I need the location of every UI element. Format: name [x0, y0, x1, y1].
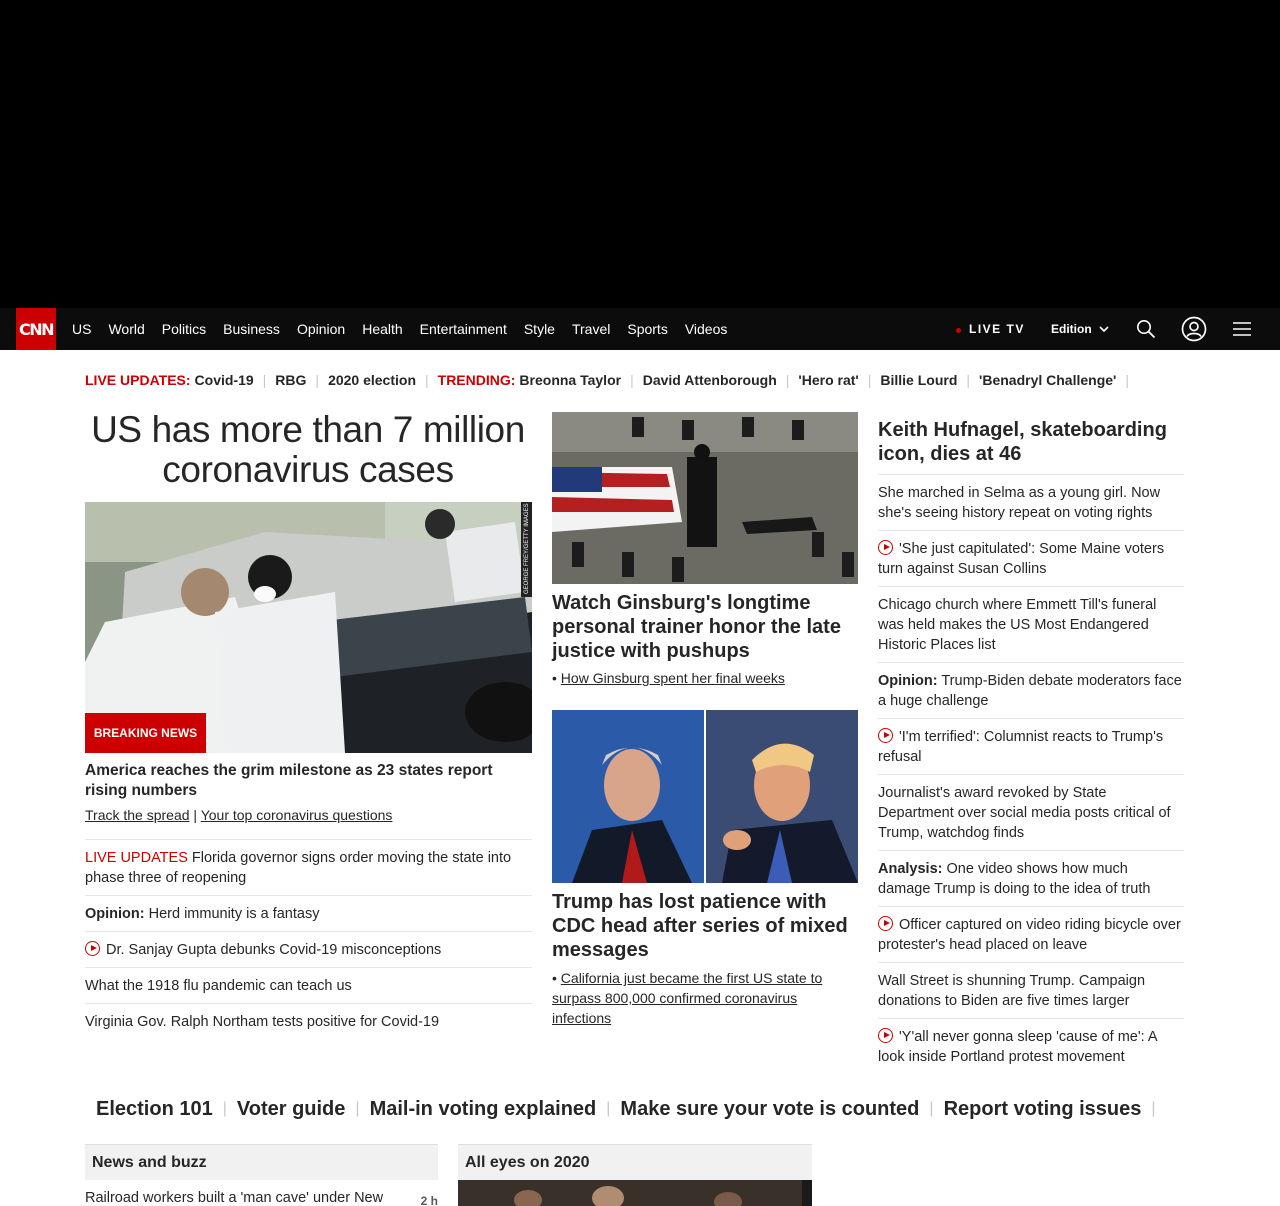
right-story-list	[878, 474, 1184, 1074]
play-video-icon	[878, 916, 893, 931]
analysis-label: Analysis:	[878, 861, 943, 877]
list-item[interactable]	[878, 474, 1184, 530]
ginsburg-story-image[interactable]	[552, 412, 858, 584]
lead-related-links	[85, 806, 392, 824]
list-item-text: 'I'm terrified': Columnist reacts to Trump's refusal	[878, 729, 1164, 765]
election-separator: |	[606, 1100, 611, 1117]
election-links-bar	[96, 1096, 1166, 1122]
list-item[interactable]	[878, 850, 1184, 906]
cdc-story-image[interactable]	[552, 710, 858, 883]
nav-link-business[interactable]: Business	[223, 321, 280, 337]
mail-in-voting-link[interactable]: Mail-in voting explained	[369, 1097, 597, 1120]
nav-link-politics[interactable]: Politics	[161, 321, 207, 337]
list-item[interactable]	[878, 662, 1184, 718]
search-icon[interactable]	[1136, 308, 1156, 350]
ginsburg-headline[interactable]: Watch Ginsburg's longtime personal trainer honor the late justice with pushups	[552, 592, 841, 662]
top-navigation	[0, 308, 1280, 350]
trending-separator: |	[630, 372, 634, 388]
play-video-icon	[85, 941, 100, 956]
election-separator: |	[929, 1100, 934, 1117]
nav-link-travel[interactable]: Travel	[571, 321, 611, 337]
bullet: •	[552, 670, 557, 686]
trending-link-hero-rat[interactable]: 'Hero rat'	[798, 372, 859, 388]
opinion-label: Opinion:	[878, 673, 938, 689]
list-item-text: One video shows how much damage Trump is doing to the idea of truth	[878, 861, 1151, 897]
list-item-text: Wall Street is shunning Trump. Campaign donations to Biden are five times larger	[878, 973, 1146, 1009]
nav-link-world[interactable]: World	[108, 321, 145, 337]
chevron-down-icon	[1099, 326, 1109, 333]
play-video-icon	[878, 728, 893, 743]
live-updates-label: LIVE UPDATES:	[85, 372, 191, 388]
lead-subheadline[interactable]: America reaches the grim milestone as 23 states report rising numbers	[85, 762, 493, 799]
section-links	[72, 308, 744, 350]
list-item[interactable]	[878, 530, 1184, 586]
trending-link-breonna-taylor[interactable]: Breonna Taylor	[519, 372, 622, 388]
trending-separator: |	[262, 372, 267, 388]
voter-guide-link[interactable]: Voter guide	[236, 1097, 346, 1120]
right-column-headline[interactable]: Keith Hufnagel, skateboarding icon, dies at 46	[878, 419, 1167, 465]
live-updates-tag: LIVE UPDATES	[85, 850, 188, 866]
trending-bar	[85, 371, 1138, 389]
election-separator: |	[1151, 1100, 1156, 1117]
edition-label: Edition	[1051, 322, 1092, 336]
play-video-icon	[878, 1028, 893, 1043]
user-account-icon[interactable]	[1181, 308, 1207, 350]
coronavirus-questions-link[interactable]: Your top coronavirus questions	[200, 807, 393, 823]
election-101-link[interactable]: Election 101	[96, 1097, 213, 1120]
bullet: •	[552, 970, 557, 986]
list-item-text: She marched in Selma as a young girl. Now she's seeing history repeat on voting rights	[878, 485, 1161, 521]
vote-counted-link[interactable]: Make sure your vote is counted	[620, 1097, 920, 1120]
list-item[interactable]	[878, 962, 1184, 1018]
list-item[interactable]	[878, 906, 1184, 962]
list-item[interactable]	[878, 1018, 1184, 1074]
live-tv-button[interactable]	[956, 322, 1025, 336]
list-item-text: Herd immunity is a fantasy	[144, 906, 320, 922]
nav-link-videos[interactable]: Videos	[684, 321, 728, 337]
edition-dropdown[interactable]	[1051, 322, 1109, 336]
trending-separator: |	[1125, 372, 1130, 388]
nav-link-entertainment[interactable]: Entertainment	[419, 321, 507, 337]
cdc-related	[552, 968, 852, 1028]
nav-link-style[interactable]: Style	[523, 321, 555, 337]
list-item[interactable]	[85, 967, 532, 1003]
ginsburg-final-weeks-link[interactable]: How Ginsburg spent her final weeks	[560, 670, 785, 686]
list-item[interactable]	[85, 839, 532, 895]
list-item-text: Virginia Gov. Ralph Northam tests positive for Covid-19	[85, 1014, 440, 1030]
list-item-text: Trump-Biden debate moderators face a huge challenge	[878, 673, 1182, 709]
election-separator: |	[355, 1100, 360, 1117]
list-item[interactable]	[85, 931, 532, 967]
trending-separator: |	[867, 372, 872, 388]
breaking-news-badge: BREAKING NEWS	[85, 713, 206, 753]
list-item-text: What the 1918 flu pandemic can teach us	[85, 978, 352, 994]
election-separator: |	[222, 1100, 227, 1117]
nav-link-us[interactable]: US	[72, 321, 92, 337]
report-voting-issues-link[interactable]: Report voting issues	[943, 1097, 1142, 1120]
trending-separator: |	[966, 372, 971, 388]
list-item[interactable]	[85, 895, 532, 931]
trending-separator: |	[425, 372, 429, 388]
news-buzz-item[interactable]	[85, 1188, 438, 1206]
lead-story-list	[85, 839, 532, 1039]
trending-link-covid[interactable]: Covid-19	[194, 372, 254, 388]
live-dot-icon	[956, 328, 961, 333]
trending-link-attenborough[interactable]: David Attenborough	[642, 372, 777, 388]
timestamp: 2 h	[420, 1194, 438, 1206]
all-eyes-on-2020-header: All eyes on 2020	[458, 1144, 812, 1180]
all-eyes-image[interactable]	[458, 1180, 812, 1206]
link-divider: |	[193, 807, 198, 823]
list-item-text: 'Y'all never gonna sleep 'cause of me': A look inside Portland protest movement	[878, 1029, 1157, 1065]
list-item-text: Florida governor signs order moving the state into phase three of reopening	[85, 850, 512, 886]
california-cases-link[interactable]: California just became the first US state to surpass 800,000 confirmed coronavirus infections	[552, 970, 823, 1026]
hamburger-menu-icon[interactable]	[1233, 308, 1251, 350]
trending-link-benadryl[interactable]: 'Benadryl Challenge'	[979, 372, 1117, 388]
live-tv-label: LIVE TV	[969, 322, 1025, 336]
photo-credit: GEORGE FREY/GETTY IMAGES	[524, 503, 530, 594]
list-item[interactable]	[85, 1003, 532, 1039]
advertisement-banner[interactable]	[0, 0, 1280, 308]
trending-label: TRENDING:	[437, 372, 516, 388]
list-item-text: Chicago church where Emmett Till's funeral was held makes the US Most Endangered Historic Places list	[878, 597, 1157, 653]
list-item-text: Dr. Sanjay Gupta debunks Covid-19 misconceptions	[106, 942, 442, 958]
trending-separator: |	[785, 372, 790, 388]
list-item-text: Officer captured on video riding bicycle over protester's head placed on leave	[878, 917, 1181, 953]
opinion-label: Opinion:	[85, 906, 145, 922]
ginsburg-related	[552, 669, 785, 687]
cnn-logo[interactable]: CNN	[16, 308, 56, 350]
trending-link-rbg[interactable]: RBG	[275, 372, 307, 388]
list-item-text: Journalist's award revoked by State Department over social media posts critical of Trump, watchdog finds	[878, 785, 1171, 841]
list-item-text: 'She just capitulated': Some Maine voters turn against Susan Collins	[878, 541, 1165, 577]
nav-link-health[interactable]: Health	[362, 321, 403, 337]
list-item[interactable]	[878, 586, 1184, 662]
list-item[interactable]	[878, 774, 1184, 850]
trending-link-billie-lourd[interactable]: Billie Lourd	[880, 372, 958, 388]
cdc-headline[interactable]: Trump has lost patience with CDC head after series of mixed messages	[552, 891, 848, 961]
trending-separator: |	[315, 372, 320, 388]
news-and-buzz-header: News and buzz	[85, 1144, 438, 1180]
list-item[interactable]	[878, 718, 1184, 774]
track-spread-link[interactable]: Track the spread	[85, 807, 190, 823]
nav-link-sports[interactable]: Sports	[627, 321, 668, 337]
list-item-text: Railroad workers built a 'man cave' under New	[85, 1190, 384, 1206]
nav-link-opinion[interactable]: Opinion	[296, 321, 346, 337]
play-video-icon	[878, 540, 893, 555]
lead-headline[interactable]: US has more than 7 million coronavirus cases	[91, 409, 525, 490]
trending-link-election[interactable]: 2020 election	[328, 372, 416, 388]
